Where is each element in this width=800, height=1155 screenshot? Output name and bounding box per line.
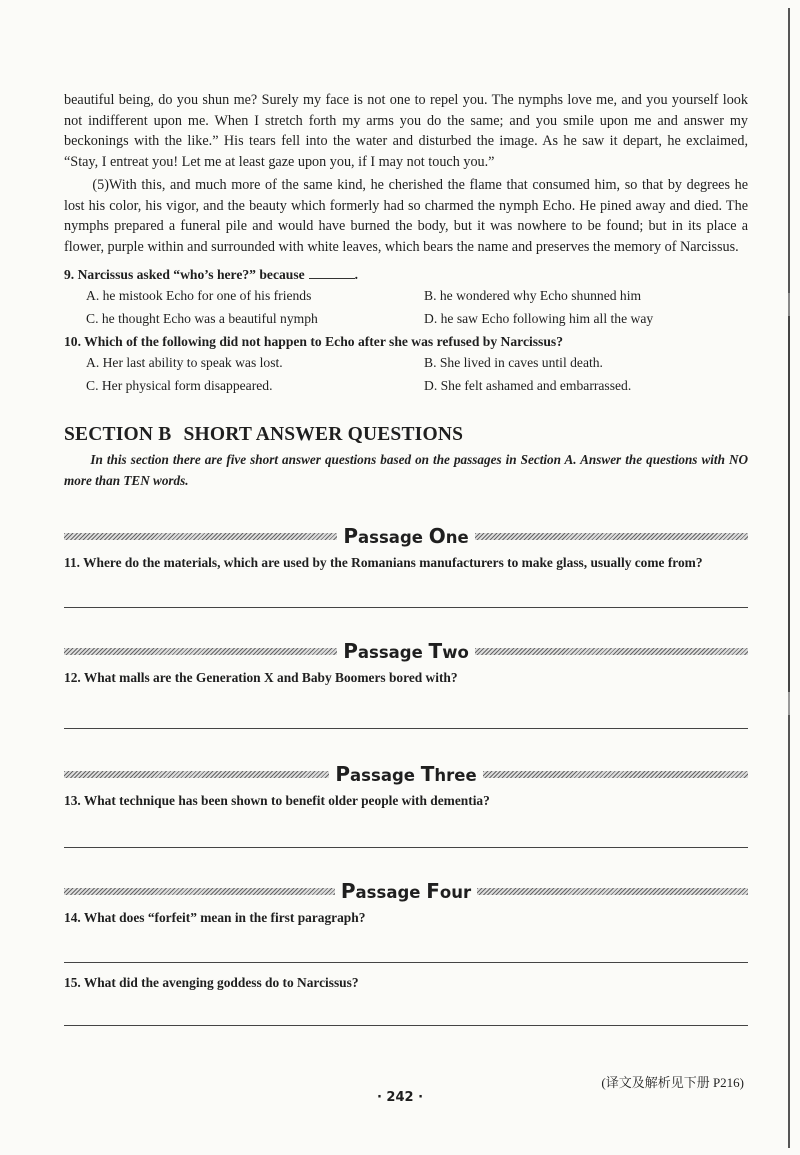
answer-line-12[interactable] — [64, 728, 748, 729]
short-answer-question-12: 12. What malls are the Generation X and Baby Boomers bored with? — [64, 670, 458, 685]
option-d[interactable]: D. She felt ashamed and embarrassed. — [424, 377, 632, 393]
option-a[interactable]: A. Her last ability to speak was lost. — [86, 355, 283, 370]
hatch-decoration — [64, 771, 329, 778]
page-number: · 242 · — [376, 1090, 424, 1105]
mcq-question-10 — [64, 332, 748, 352]
passage-label: Passage Three — [335, 762, 477, 786]
hatch-decoration — [64, 533, 337, 540]
passage-label: Passage One — [343, 524, 469, 548]
passage-banner-three — [64, 761, 748, 787]
hatch-decoration — [475, 533, 748, 540]
answer-line-13[interactable] — [64, 847, 748, 848]
mcq-question-9 — [64, 265, 748, 285]
book-binding-edge — [788, 8, 790, 1148]
section-instructions: In this section there are five short answer questions based on the passages in Section A. Answer the questions with NO more than TEN words. — [64, 452, 748, 488]
option-c[interactable]: C. he thought Echo was a beautiful nymph — [86, 310, 318, 326]
option-a[interactable]: A. he mistook Echo for one of his friends — [86, 288, 312, 303]
mcq-options-10 — [64, 352, 748, 397]
question-text: 10. Which of the following did not happen to Echo after she was refused by Narcissus? — [64, 334, 563, 349]
section-heading: SHORT ANSWER QUESTIONS — [183, 424, 464, 445]
option-c[interactable]: C. Her physical form disappeared. — [86, 377, 273, 393]
option-d[interactable]: D. he saw Echo following him all the way — [424, 310, 654, 326]
question-end: . — [354, 267, 359, 282]
answer-blank[interactable] — [309, 266, 355, 279]
question-text: 9. Narcissus asked “who’s here?” because — [64, 267, 305, 282]
hatch-decoration — [477, 888, 748, 895]
passage-paragraph: (5)With this, and much more of the same kind, he cherished the flame that consumed him, so that by degrees he lost his color, his vigor, and the beauty which formerly had so charmed the nymph Echo. He pined away and died. The nymphs prepared a funeral pile and would have burned the body, but it was nowhere to be found; but in its place a flower, purple within and surrounded with white leaves, which bears the name and preserves the memory of Narcissus. — [64, 177, 748, 255]
passage-banner-one — [64, 523, 748, 549]
page-content — [64, 90, 748, 1026]
section-title — [64, 424, 748, 446]
short-answer-question-11: 11. Where do the materials, which are used by the Romanians manufacturers to make glass, usually come from? — [64, 555, 703, 570]
answer-line-11[interactable] — [64, 607, 748, 608]
passage-label: Passage Two — [343, 639, 469, 663]
passage-label: Passage Four — [340, 879, 472, 903]
option-b[interactable]: B. She lived in caves until death. — [424, 355, 603, 370]
answer-line-14[interactable] — [64, 962, 748, 963]
mcq-options-9 — [64, 285, 748, 330]
hatch-decoration — [475, 648, 748, 655]
short-answer-question-14: 14. What does “forfeit” mean in the first paragraph? — [64, 910, 366, 925]
short-answer-question-15: 15. What did the avenging goddess do to Narcissus? — [64, 975, 359, 990]
passage-paragraph: beautiful being, do you shun me? Surely my face is not one to repel you. The nymphs love me, and you yourself look not indifferent upon me. When I stretch forth my arms you do the same; and you smile upon me and answer my beckonings with the like.” His tears fell into the water and disturbed the image. As he saw it depart, he exclaimed, “Stay, I entreat you! Let me at least gaze upon you, if I may not touch you.” — [64, 92, 748, 170]
hatch-decoration — [64, 648, 337, 655]
option-b[interactable]: B. he wondered why Echo shunned him — [424, 288, 642, 303]
short-answer-question-13: 13. What technique has been shown to benefit older people with dementia? — [64, 793, 490, 808]
section-label: SECTION B — [64, 424, 172, 445]
hatch-decoration — [64, 888, 335, 895]
hatch-decoration — [483, 771, 748, 778]
answer-line-15[interactable] — [64, 1025, 748, 1026]
answer-key-reference: (译文及解析见下册 P216) — [601, 1075, 744, 1090]
passage-banner-four — [64, 878, 748, 904]
passage-banner-two — [64, 638, 748, 664]
